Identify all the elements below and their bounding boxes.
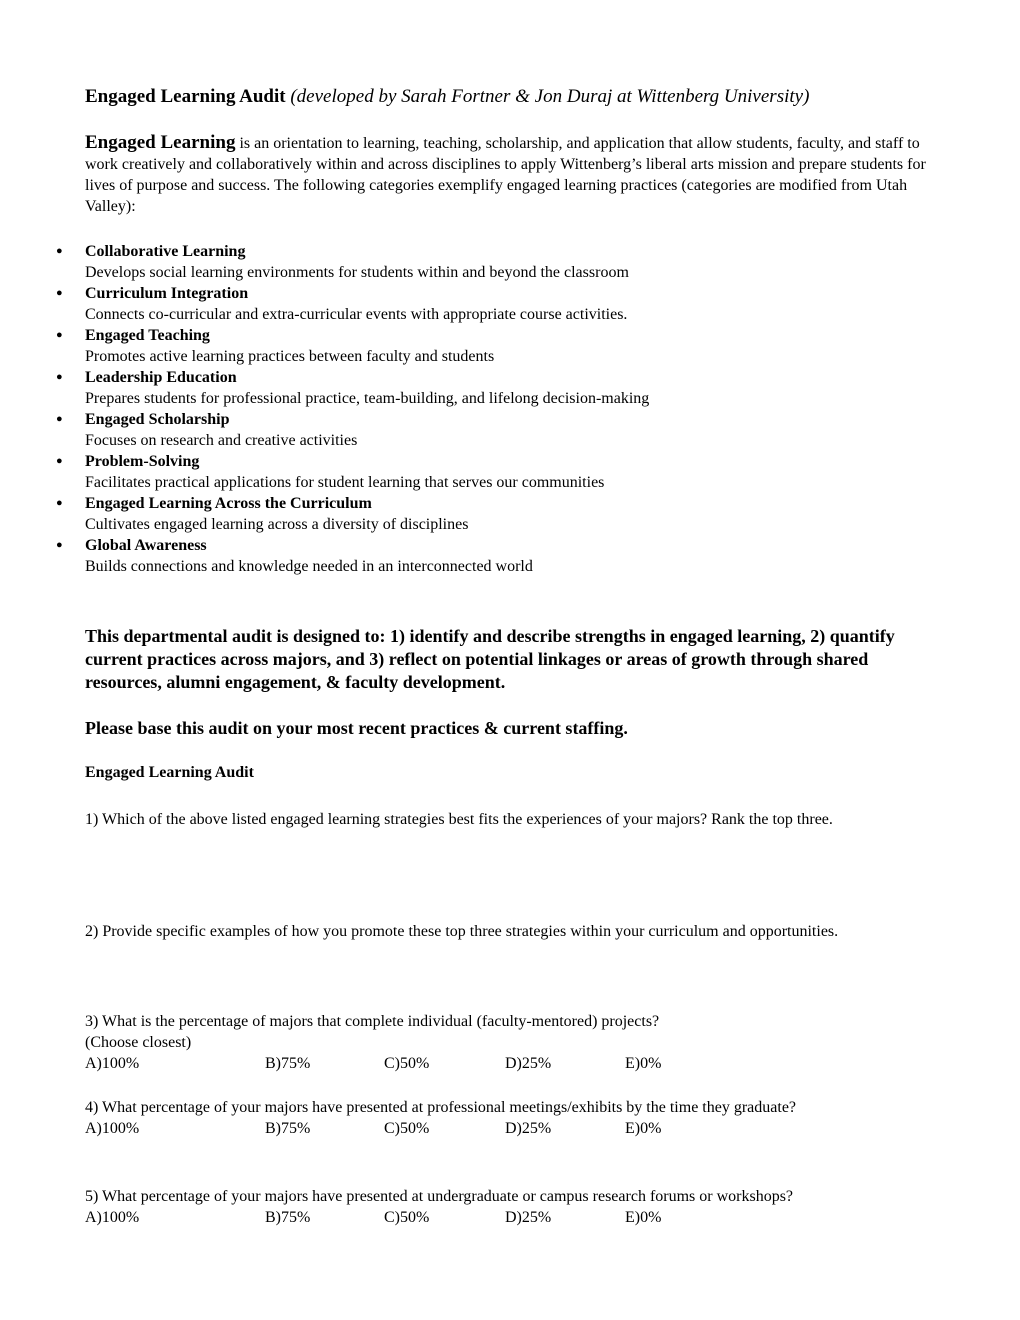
category-name: Global Awareness xyxy=(85,537,207,554)
option-a[interactable]: A)100% xyxy=(85,1055,140,1072)
bullet-icon: ● xyxy=(56,455,63,467)
option-c[interactable]: C)50% xyxy=(384,1055,430,1072)
title-attribution: (developed by Sarah Fortner & Jon Duraj at Wittenberg University) xyxy=(290,86,810,107)
document-title xyxy=(85,86,809,108)
question-3-hint: (Choose closest) xyxy=(85,1034,192,1051)
category-name: Curriculum Integration xyxy=(85,285,249,302)
question-5 xyxy=(85,1186,935,1228)
question-5-text: 5) What percentage of your majors have presented at undergraduate or campus research forums or workshops? xyxy=(85,1188,794,1205)
category-name: Engaged Scholarship xyxy=(85,411,230,428)
bullet-icon: ● xyxy=(56,539,63,551)
audit-purpose: This departmental audit is designed to: 1) identify and describe strengths in engaged learning, 2) quantify current practices across majors, and 3) reflect on potential linkages or areas of growth through shared resources, alumni engagement, & faculty development. xyxy=(85,626,895,692)
bullet-icon: ● xyxy=(56,413,63,425)
option-c[interactable]: C)50% xyxy=(384,1120,430,1137)
category-description: Develops social learning environments for students within and beyond the classroom xyxy=(85,264,629,281)
option-a[interactable]: A)100% xyxy=(85,1209,140,1226)
bullet-icon: ● xyxy=(56,371,63,383)
option-c[interactable]: C)50% xyxy=(384,1209,430,1226)
question-2: 2) Provide specific examples of how you promote these top three strategies within your curriculum and opportunities. xyxy=(85,923,839,940)
section-heading: Engaged Learning Audit xyxy=(85,764,254,781)
bullet-icon: ● xyxy=(56,287,63,299)
option-d[interactable]: D)25% xyxy=(505,1055,552,1072)
category-name: Collaborative Learning xyxy=(85,243,246,260)
answer-options xyxy=(85,1207,935,1228)
question-1: 1) Which of the above listed engaged learning strategies best fits the experiences of your majors? Rank the top three. xyxy=(85,811,833,828)
bullet-icon: ● xyxy=(56,497,63,509)
intro-lead: Engaged Learning xyxy=(85,132,236,153)
intro-text: is an orientation to learning, teaching, scholarship, and application that allow students, faculty, and staff to work creatively and collaboratively within and across disciplines to apply Wittenberg’s liberal arts mission and prepare students for lives of purpose and success. The following categories exemplify engaged learning practices (categories are modified from Utah Valley): xyxy=(85,135,926,215)
category-name: Problem-Solving xyxy=(85,453,200,470)
option-b[interactable]: B)75% xyxy=(265,1055,311,1072)
bullet-icon: ● xyxy=(56,329,63,341)
category-name: Leadership Education xyxy=(85,369,237,386)
option-e[interactable]: E)0% xyxy=(625,1120,662,1137)
audit-instruction: Please base this audit on your most recent practices & current staffing. xyxy=(85,718,628,738)
category-name: Engaged Teaching xyxy=(85,327,210,344)
category-description: Facilitates practical applications for student learning that serves our communities xyxy=(85,474,605,491)
answer-options xyxy=(85,1118,935,1139)
question-3-text: 3) What is the percentage of majors that complete individual (faculty-mentored) projects? xyxy=(85,1013,660,1030)
category-description: Promotes active learning practices between faculty and students xyxy=(85,348,495,365)
option-e[interactable]: E)0% xyxy=(625,1209,662,1226)
option-b[interactable]: B)75% xyxy=(265,1209,311,1226)
category-name: Engaged Learning Across the Curriculum xyxy=(85,495,372,512)
category-description: Focuses on research and creative activities xyxy=(85,432,358,449)
intro-paragraph xyxy=(85,132,940,217)
category-description: Builds connections and knowledge needed in an interconnected world xyxy=(85,558,533,575)
category-description: Connects co-curricular and extra-curricular events with appropriate course activities. xyxy=(85,306,628,323)
option-d[interactable]: D)25% xyxy=(505,1120,552,1137)
option-d[interactable]: D)25% xyxy=(505,1209,552,1226)
option-a[interactable]: A)100% xyxy=(85,1120,140,1137)
option-e[interactable]: E)0% xyxy=(625,1055,662,1072)
answer-options xyxy=(85,1053,935,1074)
option-b[interactable]: B)75% xyxy=(265,1120,311,1137)
title-main: Engaged Learning Audit xyxy=(85,86,286,107)
category-description: Cultivates engaged learning across a diversity of disciplines xyxy=(85,516,469,533)
question-3 xyxy=(85,1011,935,1074)
bullet-icon: ● xyxy=(56,245,63,257)
question-4 xyxy=(85,1097,935,1139)
question-4-text: 4) What percentage of your majors have presented at professional meetings/exhibits by the time they graduate? xyxy=(85,1099,797,1116)
category-description: Prepares students for professional practice, team-building, and lifelong decision-making xyxy=(85,390,650,407)
